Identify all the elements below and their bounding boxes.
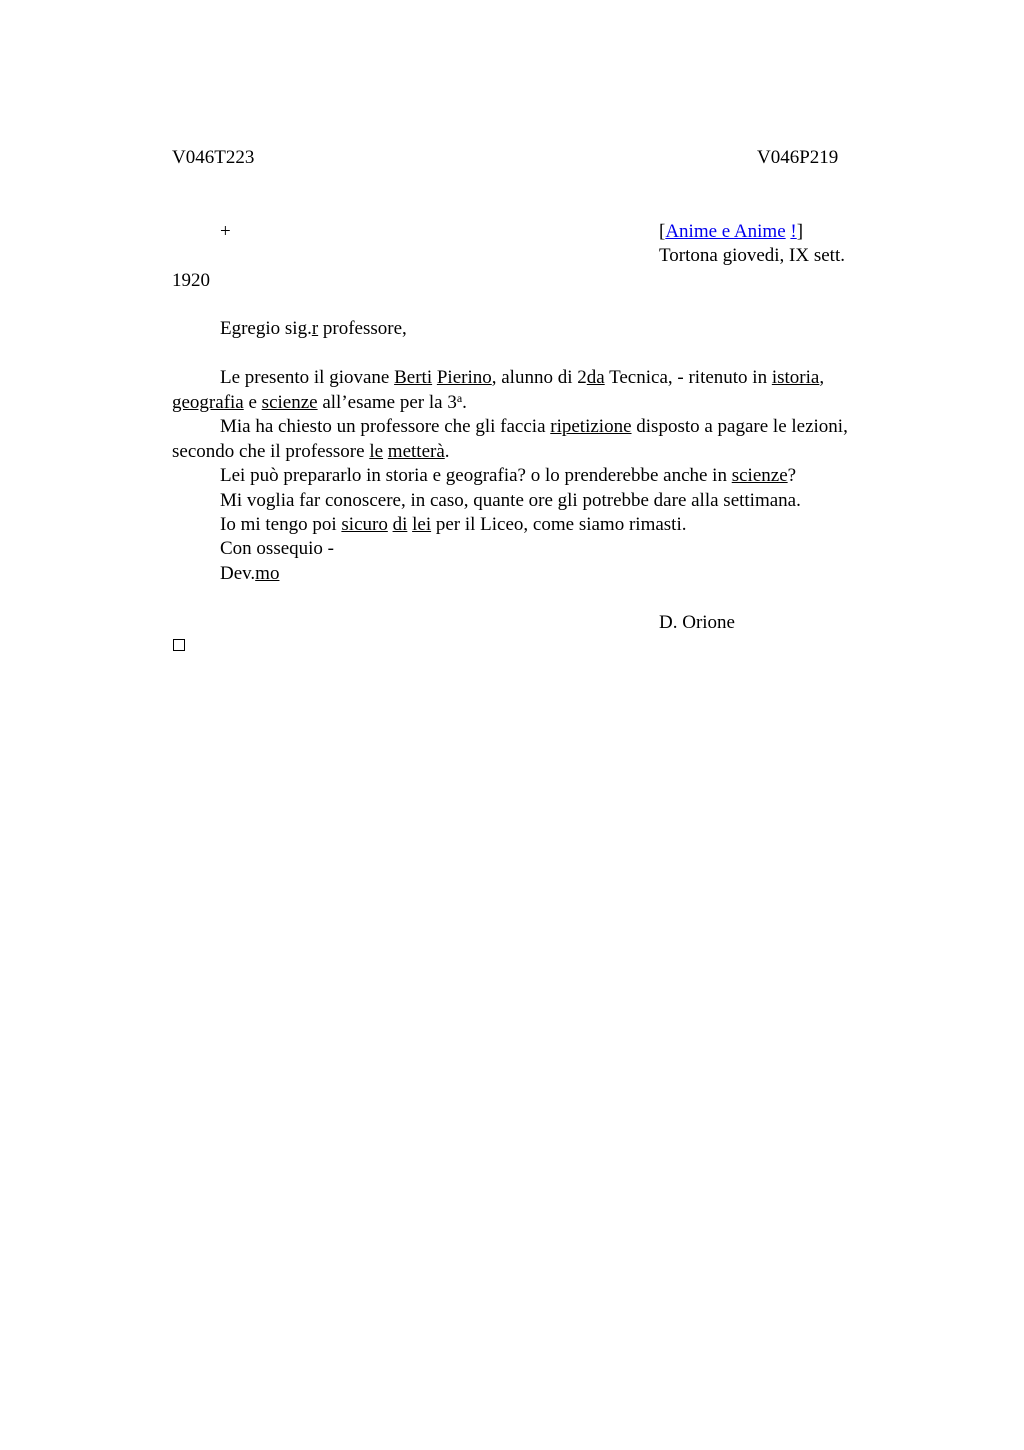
text: . — [444, 441, 450, 462]
text: disposto a pagare le lezioni, — [631, 416, 848, 437]
text: e — [243, 392, 262, 413]
signature: D. Orione — [659, 612, 735, 633]
superscript: a — [456, 391, 463, 405]
paragraph-2-line-1 — [220, 415, 848, 439]
text: istoria — [771, 367, 820, 388]
paragraph-5 — [220, 513, 686, 537]
anime-e-anime-link[interactable]: Anime e Anime — [665, 221, 786, 242]
header-left-code: V046T223 — [172, 147, 255, 168]
link-line — [659, 220, 803, 244]
text: di — [392, 514, 408, 535]
text: Lei può prepararlo in storia e geografia? o lo prenderebbe anche in — [220, 465, 732, 486]
bracket-close: ] — [796, 221, 804, 242]
devmo-pre: Dev. — [220, 563, 256, 584]
text: secondo che il professore — [172, 441, 370, 462]
end-square-icon — [173, 639, 185, 651]
text: scienze — [261, 392, 318, 413]
text: Mia ha chiesto un professore che gli faccia — [220, 416, 551, 437]
salutation-underlined: r — [311, 318, 319, 339]
devmo-underlined: mo — [255, 563, 280, 584]
text: , alunno di 2 — [491, 367, 587, 388]
header-right-code: V046P219 — [757, 147, 839, 168]
text: geografia — [172, 392, 244, 413]
paragraph-2-line-2 — [172, 440, 450, 464]
paragraph-3 — [220, 464, 796, 488]
year: 1920 — [172, 270, 210, 291]
text: ripetizione — [550, 416, 632, 437]
paragraph-1-line-2 — [172, 391, 467, 415]
salutation — [220, 317, 407, 341]
paragraph-1-line-1 — [220, 366, 824, 390]
text: , — [819, 367, 825, 388]
bracket-open: [ — [659, 221, 666, 242]
salutation-pre: Egregio sig. — [220, 318, 312, 339]
text: Tecnica, - ritenuto in — [604, 367, 772, 388]
text: Io mi tengo poi — [220, 514, 342, 535]
devmo — [220, 562, 279, 586]
text: lei — [412, 514, 432, 535]
place-date: Tortona giovedi, IX sett. — [659, 245, 845, 266]
text: . — [462, 392, 467, 413]
text: scienze — [731, 465, 788, 486]
closing: Con ossequio - — [220, 538, 334, 559]
text: sicuro — [341, 514, 388, 535]
text: Le presento il giovane — [220, 367, 395, 388]
paragraph-4: Mi voglia far conoscere, in caso, quante ore gli potrebbe dare alla settimana. — [220, 490, 801, 511]
text: per il Liceo, come siamo rimasti. — [431, 514, 687, 535]
cross-mark: + — [220, 221, 231, 242]
text: all’esame per la 3 — [317, 392, 457, 413]
text: Pierino — [436, 367, 492, 388]
text: Berti — [394, 367, 433, 388]
text: ? — [787, 465, 797, 486]
text: le — [369, 441, 384, 462]
text: metterà — [387, 441, 445, 462]
exclaim-link[interactable]: ! — [790, 221, 797, 242]
text: da — [586, 367, 605, 388]
salutation-post: professore, — [318, 318, 407, 339]
